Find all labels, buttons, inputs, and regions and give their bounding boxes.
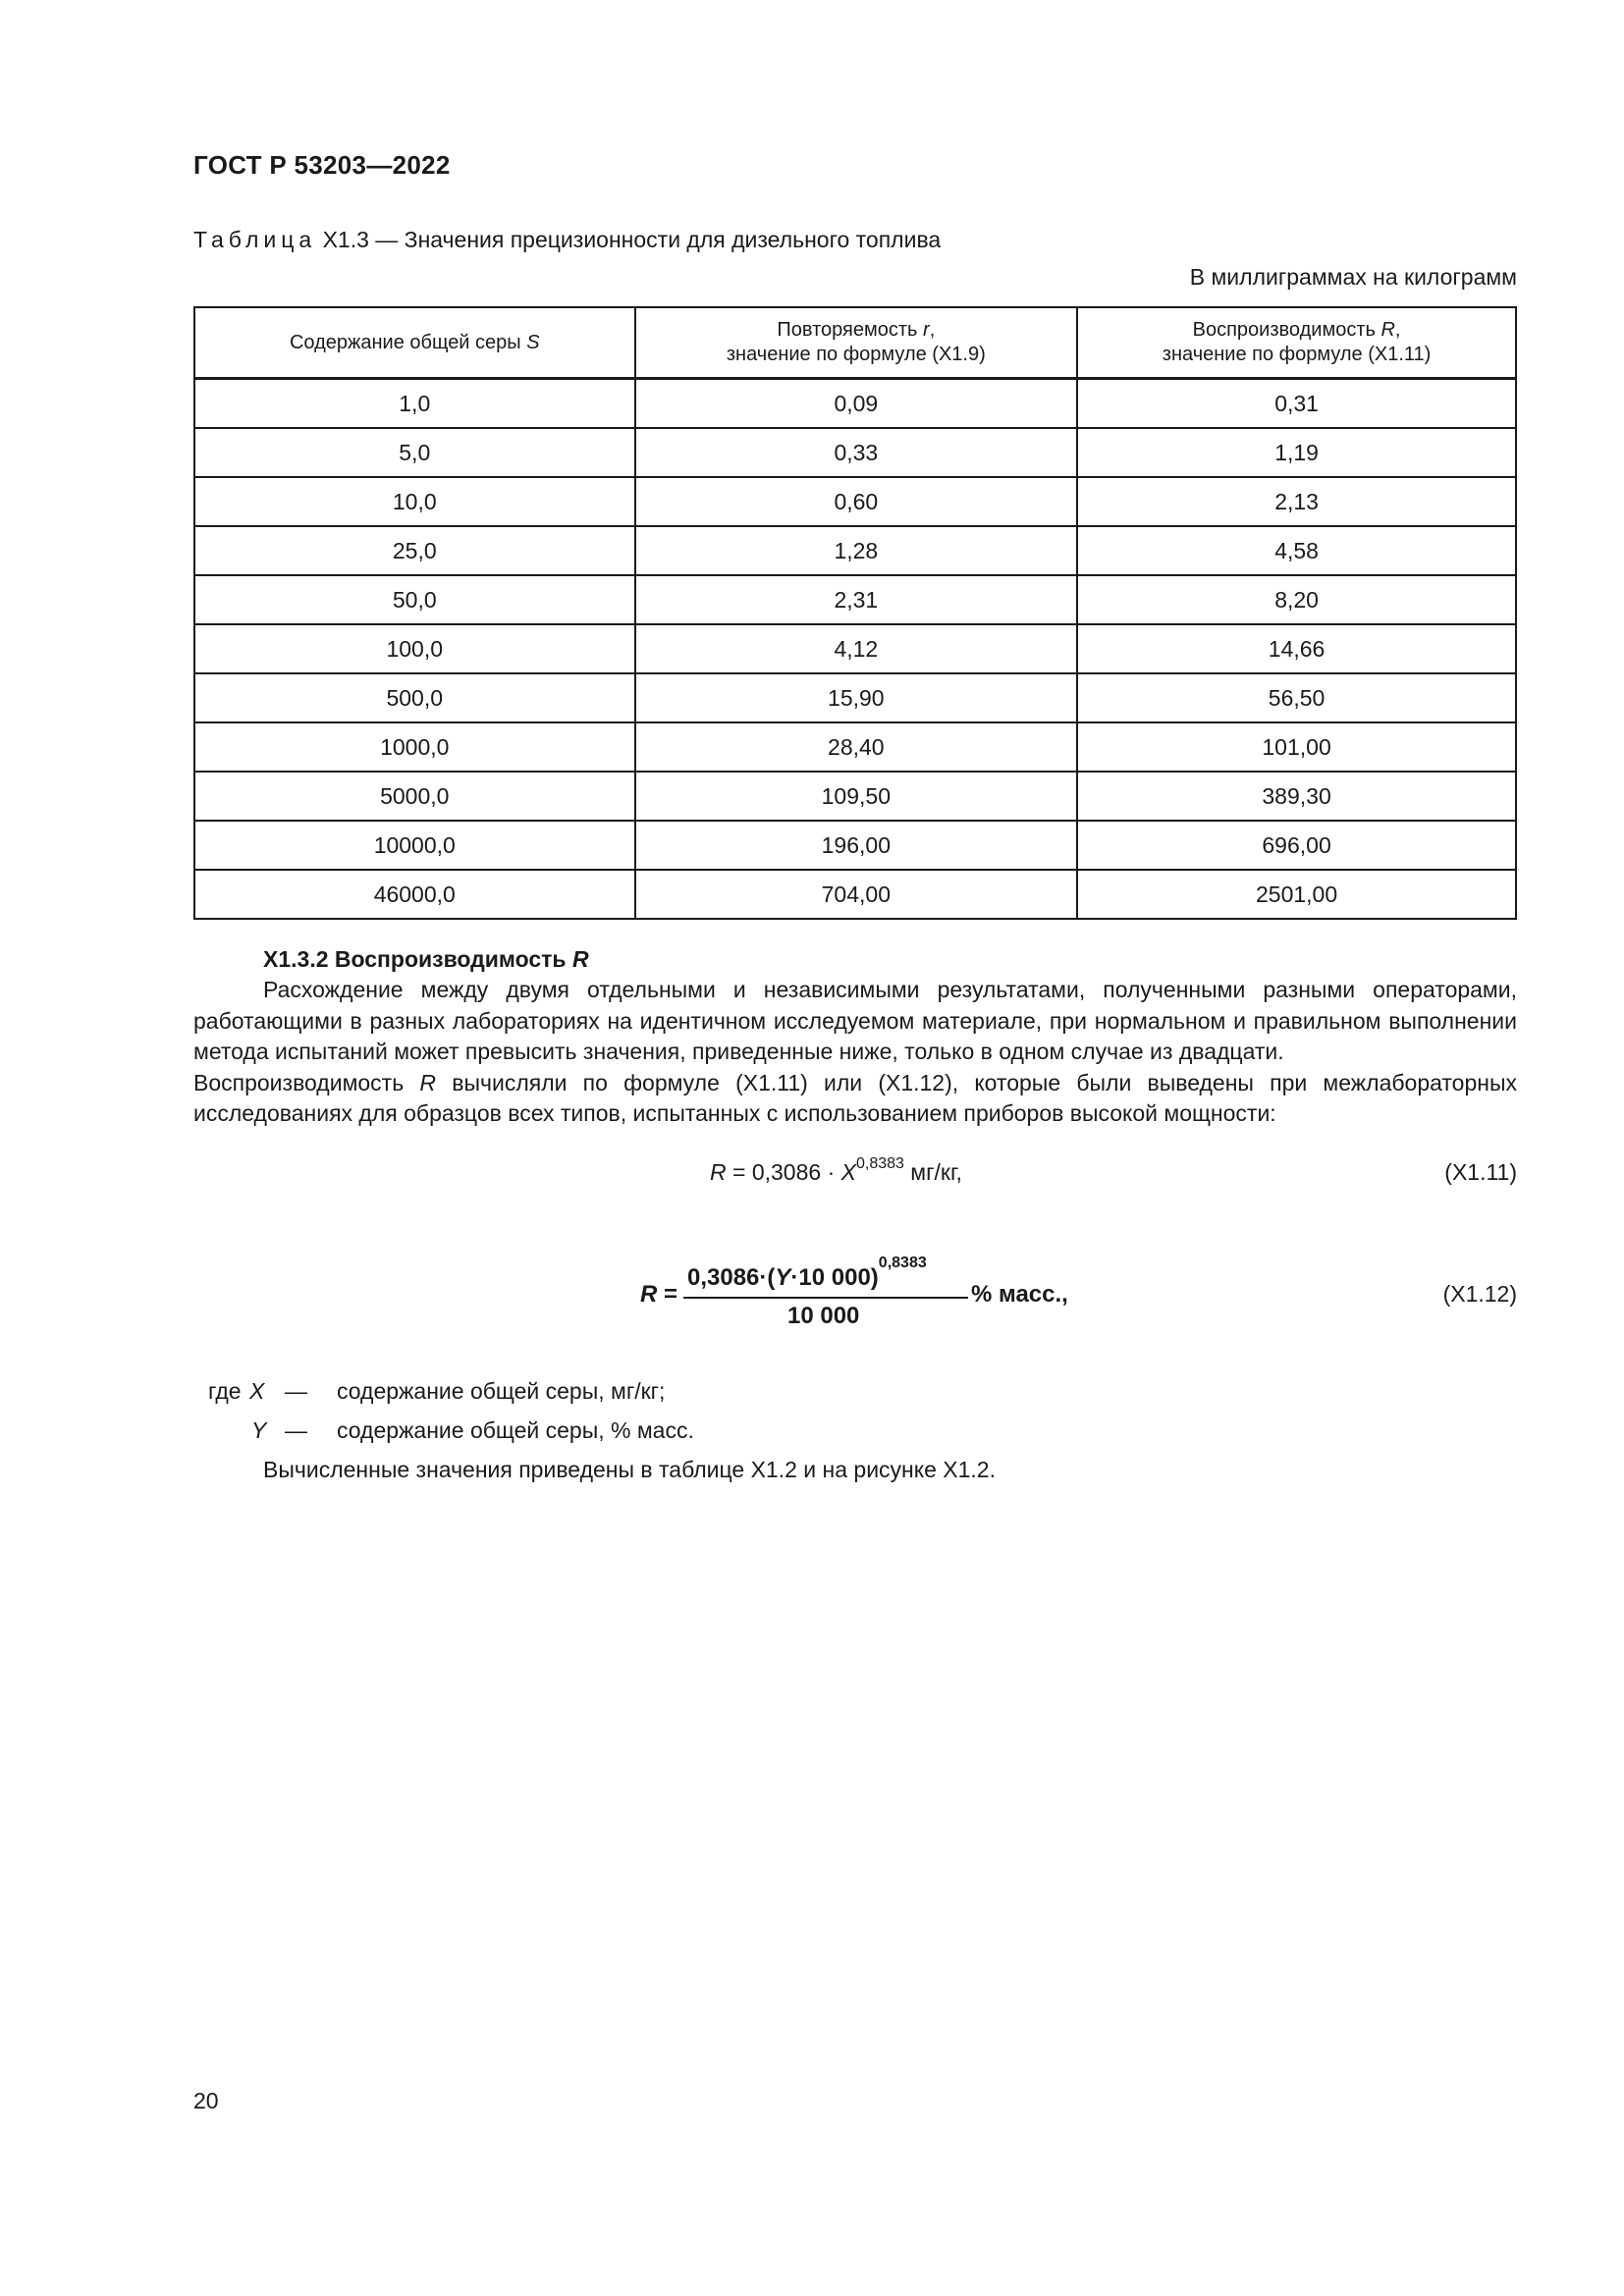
table-cell: 1,28 — [635, 526, 1078, 575]
table-cell: 56,50 — [1077, 673, 1516, 722]
table-row — [194, 575, 1516, 624]
table-cell: 389,30 — [1077, 772, 1516, 821]
equation-number: (Х1.12) — [1442, 1281, 1517, 1307]
table-row — [194, 722, 1516, 772]
table-cell: 0,09 — [635, 379, 1078, 429]
formula-x1-12 — [640, 1247, 1092, 1329]
table-row — [194, 673, 1516, 722]
column-header-label: Содержание общей серы — [289, 331, 521, 353]
section-heading: Х1.3.2 Воспроизводимость R — [263, 946, 589, 972]
column-header-formula: значение по формуле (Х1.9) — [726, 344, 986, 365]
precision-table — [193, 306, 1517, 920]
table-cell: 0,33 — [635, 428, 1078, 477]
definition-text: содержание общей серы, % масс. — [337, 1417, 694, 1443]
column-header-variable: R — [1380, 319, 1395, 341]
page-number: 20 — [193, 2088, 219, 2113]
table-cell: 28,40 — [635, 722, 1078, 772]
section-heading-variable: R — [571, 946, 589, 972]
formula-denominator: 10 000 — [787, 1303, 860, 1329]
paragraph-reproducibility-formula: Воспроизводимость R вычисляли по формуле (Х1.11) или (Х1.12), которые были выведены при межлабораторных исследованиях для образцов всех типов, испытанных с использованием приборов высокой мощности: — [193, 1069, 1517, 1126]
standard-id: ГОСТ Р 53203—2022 — [193, 150, 451, 180]
definition-variable: X — [249, 1378, 265, 1404]
table-cell: 100,0 — [194, 624, 635, 673]
formula-x1-11: $R = 0,3086 \cdot X^{0,8383}$ мг/кг, — [710, 1155, 962, 1185]
column-header-label: Воспроизводимость — [1192, 319, 1376, 341]
table-cell: 15,90 — [635, 673, 1078, 722]
column-header: Воспроизводимость R, значение по формуле (Х1.11) — [1077, 307, 1516, 379]
column-header-variable: S — [526, 331, 540, 353]
column-header-formula: значение по формуле (Х1.11) — [1162, 344, 1432, 365]
section-body — [193, 975, 1517, 1130]
table-units: В миллиграммах на килограмм — [1189, 264, 1517, 290]
definition-text: содержание общей серы, мг/кг; — [337, 1378, 666, 1404]
table-row — [194, 428, 1516, 477]
paragraph-reproducibility-definition: Расхождение между двумя отдельными и независимыми результатами, полученными разными операторами, работающими в разных лабораториях на идентичном исследуемом материале, при нормальном и правильном выполнении метода испытаний может превысить значения, приведенные ниже, только в одном случае из двадцати. — [193, 977, 1517, 1064]
fraction-bar — [683, 1297, 968, 1299]
table-cell: 196,00 — [635, 821, 1078, 870]
table-caption-text: Х1.3 — Значения прецизионности для дизельного топлива — [322, 227, 942, 252]
table-row — [194, 821, 1516, 870]
definition-variable: Y — [251, 1417, 267, 1443]
table-cell: 500,0 — [194, 673, 635, 722]
formula-lhs: R = — [640, 1281, 678, 1308]
table-row — [194, 772, 1516, 821]
table-cell: 0,31 — [1077, 379, 1516, 429]
table-cell: 50,0 — [194, 575, 635, 624]
table-cell: 2501,00 — [1077, 870, 1516, 919]
table-cell: 14,66 — [1077, 624, 1516, 673]
table-caption-word: Таблица — [193, 227, 317, 252]
table-row — [194, 624, 1516, 673]
table-cell: 5000,0 — [194, 772, 635, 821]
table-cell: 4,12 — [635, 624, 1078, 673]
equation-number: (Х1.11) — [1444, 1159, 1517, 1185]
formula-numerator: 0,3086·(Y·10 000)$^{0,8383}$ — [687, 1255, 927, 1291]
table-cell: 704,00 — [635, 870, 1078, 919]
table-cell: 25,0 — [194, 526, 635, 575]
table-cell: 5,0 — [194, 428, 635, 477]
table-caption — [193, 227, 941, 253]
table-cell: 696,00 — [1077, 821, 1516, 870]
column-header — [194, 307, 635, 379]
table-cell: 4,58 — [1077, 526, 1516, 575]
column-header-label: Повторяемость — [777, 319, 918, 341]
table-row — [194, 526, 1516, 575]
definitions-where: где — [208, 1378, 242, 1404]
table-cell: 46000,0 — [194, 870, 635, 919]
table-cell: 2,31 — [635, 575, 1078, 624]
column-header: Повторяемость r, значение по формуле (Х1.9) — [635, 307, 1078, 379]
table-cell: 101,00 — [1077, 722, 1516, 772]
closing-note: Вычисленные значения приведены в таблице Х1.2 и на рисунке Х1.2. — [263, 1457, 996, 1482]
table-cell: 1000,0 — [194, 722, 635, 772]
table-row — [194, 379, 1516, 429]
table-cell: 2,13 — [1077, 477, 1516, 526]
column-header-variable: r — [923, 319, 930, 341]
table-cell: 1,0 — [194, 379, 635, 429]
table-row — [194, 870, 1516, 919]
formula-unit: % масс., — [971, 1281, 1068, 1308]
definition-dash: — — [285, 1378, 307, 1404]
definition-dash: — — [285, 1417, 307, 1443]
table-row — [194, 477, 1516, 526]
table-header-row — [194, 307, 1516, 379]
table-cell: 10,0 — [194, 477, 635, 526]
table-cell: 10000,0 — [194, 821, 635, 870]
table-cell: 0,60 — [635, 477, 1078, 526]
table-cell: 1,19 — [1077, 428, 1516, 477]
table-cell: 109,50 — [635, 772, 1078, 821]
table-cell: 8,20 — [1077, 575, 1516, 624]
